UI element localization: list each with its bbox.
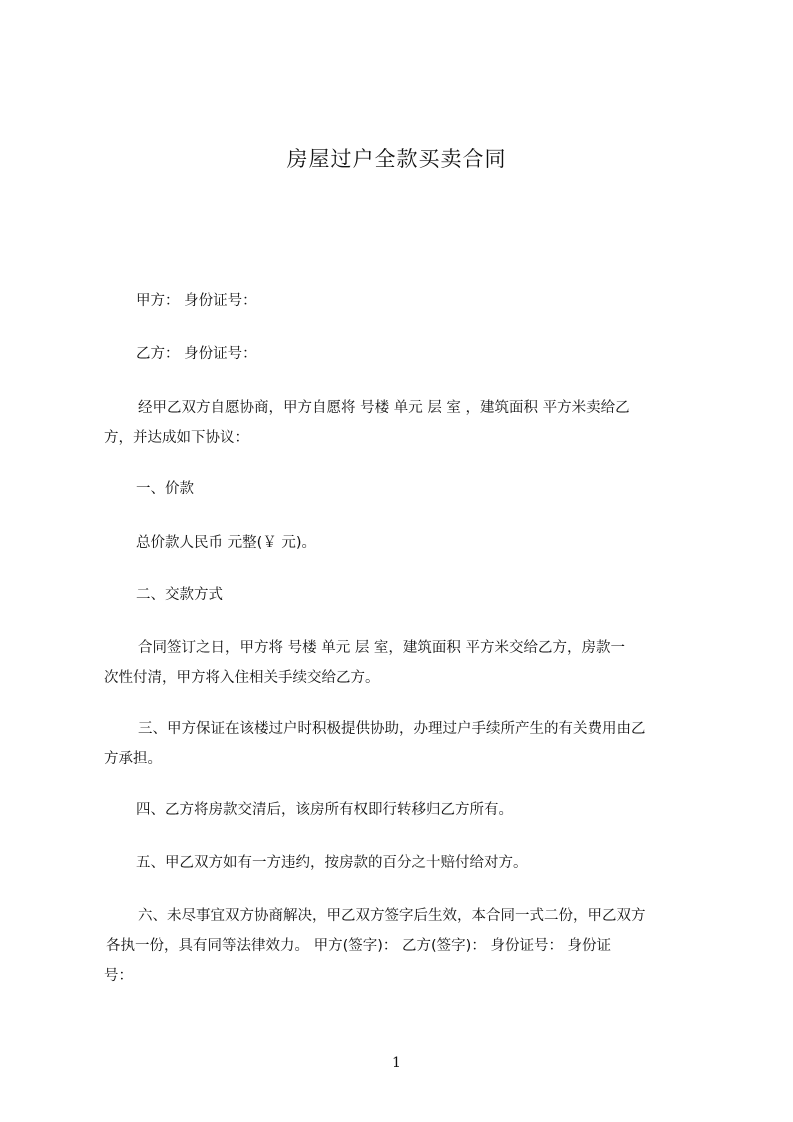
document-title: 房屋过户全款买卖合同 [286,147,507,171]
party-a-line: 甲方： 身份证号： [136,293,257,309]
section-1-heading: 一、价款 [136,481,194,497]
section-5-text: 五、甲乙双方如有一方违约，按房款的百分之十赔付给对方。 [136,855,528,871]
section-4-text: 四、乙方将房款交清后，该房所有权即行转移归乙方所有。 [136,802,513,818]
section-6-line-1: 六、未尽事宜双方协商解决，甲乙双方签字后生效，本合同一式二份，甲乙双方 [138,908,646,924]
section-2-line-1: 合同签订之日，甲方将 号楼 单元 层 室，建筑面积 平方米交给乙方，房款一 [138,640,626,656]
intro-paragraph [104,393,704,453]
section-2-heading: 二、交款方式 [136,587,223,603]
intro-line-1: 经甲乙双方自愿协商，甲方自愿将 号楼 单元 层 室 ，建筑面积 平方米卖给乙 [138,400,630,416]
section-6-line-3: 号： [104,968,133,984]
section-3-paragraph [104,714,704,774]
section-1-text: 总价款人民币 元整(￥ 元)。 [136,535,317,551]
intro-line-2: 方，并达成如下协议： [104,430,249,446]
section-6-line-2: 各执一份，具有同等法律效力。 甲方(签字)： 乙方(签字)： 身份证号： 身份证 [106,938,612,954]
section-6-paragraph [104,901,704,991]
section-2-line-2: 次性付清，甲方将入住相关手续交给乙方。 [104,670,380,686]
page-number: 1 [392,1055,401,1071]
section-2-paragraph [104,633,704,693]
section-3-line-1: 三、甲方保证在该楼过户时积极提供协助，办理过户手续所产生的有关费用由乙 [138,721,646,737]
party-b-line: 乙方： 身份证号： [136,346,257,362]
section-3-line-2: 方承担。 [104,751,162,767]
